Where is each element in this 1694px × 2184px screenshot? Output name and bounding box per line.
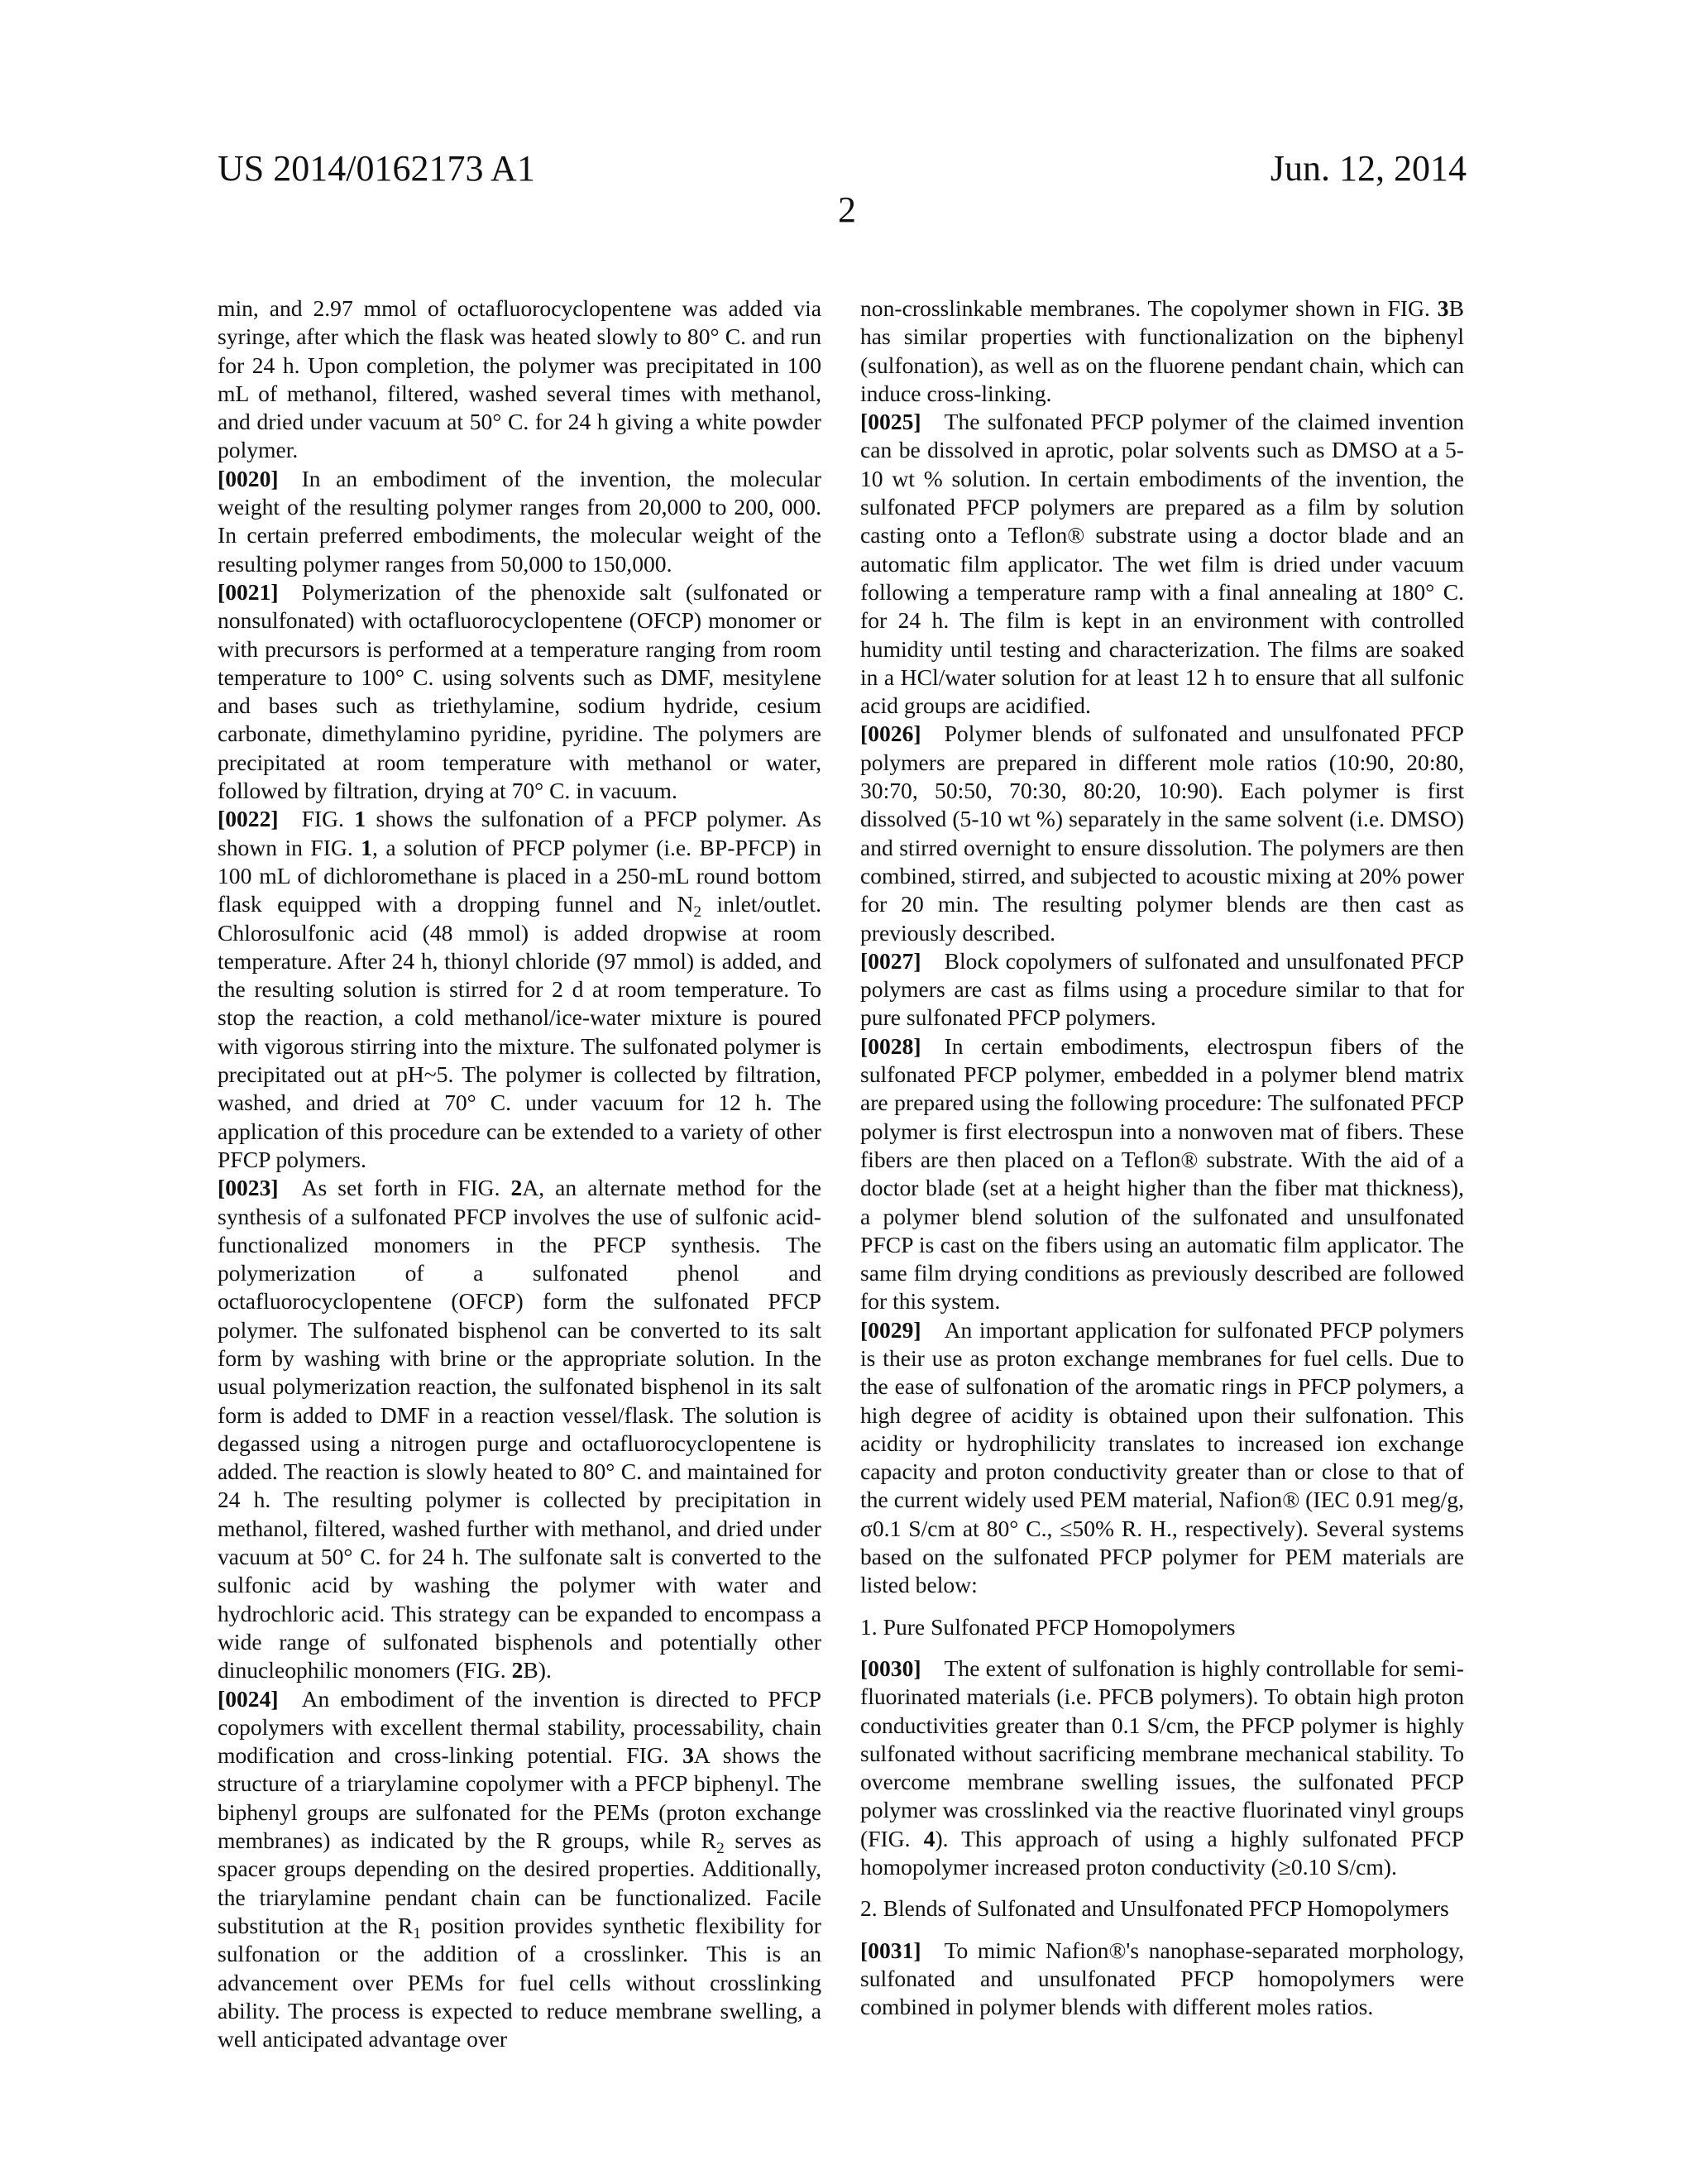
header-date: Jun. 12, 2014	[1270, 148, 1467, 189]
figure-ref: 1	[354, 806, 366, 832]
section-heading: 2. Blends of Sulfonated and Unsulfonated PFCP Homopolymers	[860, 1895, 1449, 1922]
left-column	[218, 295, 821, 2053]
section-heading: 1. Pure Sulfonated PFCP Homopolymers	[860, 1613, 1236, 1640]
figure-ref: 3	[1437, 295, 1449, 321]
paragraph-number: [0023]	[218, 1175, 279, 1201]
paragraph-0024: [0024] An embodiment of the invention is directed to PFCP copolymers with excellent thermal stability, processability, chain modification and cross-linking potential. FIG. 3A shows the structure of a triarylamine copolymer with a PFCP biphenyl. The biphenyl groups are sulfonated for the PEMs (proton exchange membranes) as indicated by the R groups, while $R_2$ serves as spacer groups depending on the desired properties. Additionally, the triarylamine pendant chain can be functionalized. Facile substitution at the $R_1$ position provides synthetic flexibility for sulfonation or the addition of a crosslinker. This is an advancement over PEMs for fuel cells without crosslinking ability. The process is expected to reduce membrane swelling, a well anticipated advantage over	[218, 1685, 821, 2052]
paragraph-number: [0031]	[860, 1937, 921, 1963]
figure-ref: 3	[682, 1742, 694, 1769]
paragraph-number: [0028]	[860, 1032, 921, 1059]
paragraph-number: [0024]	[218, 1685, 279, 1712]
paragraph-continued: non-crosslinkable membranes. The copolymer shown in FIG. 3B has similar properties with functionalization on the biphenyl (sulfonation), as well as on the fluorene pendant chain, which can induce cross-linking.	[860, 295, 1464, 406]
paragraph-0021: [0021] Polymerization of the phenoxide salt (sulfonated or nonsulfonated) with octafluorocyclopentene (OFCP) monomer or with precursors is performed at a temperature ranging from room temperature to 100° C. using solvents such as DMF, mesitylene and bases such as triethylamine, sodium hydride, cesium carbonate, dimethylamino pyridine, pyridine. The polymers are precipitated at room temperature with methanol or water, followed by filtration, drying at 70° C. in vacuum.	[218, 578, 821, 804]
paragraph-continued: min, and 2.97 mmol of octafluorocyclopentene was added via syringe, after which the flask was heated slowly to 80° C. and run for 24 h. Upon completion, the polymer was precipitated in 100 mL of methanol, filtered, washed several times with methanol, and dried under vacuum at 50° C. for 24 h giving a white powder polymer.	[218, 295, 821, 463]
figure-ref: 2	[511, 1657, 524, 1684]
paragraph-0027: [0027] Block copolymers of sulfonated and unsulfonated PFCP polymers are cast as films using a procedure similar to that for pure sulfonated PFCP polymers.	[860, 947, 1464, 1031]
paragraph-number: [0030]	[860, 1655, 921, 1681]
paragraph-number: [0022]	[218, 806, 279, 832]
figure-ref: 2	[510, 1175, 523, 1201]
paragraph-number: [0025]	[860, 409, 921, 435]
subscript: 2	[716, 1840, 725, 1858]
paragraph-0028: [0028] In certain embodiments, electrospun fibers of the sulfonated PFCP polymer, embedded in a polymer blend matrix are prepared using the following procedure: The sulfonated PFCP polymer is first electrospun into a nonwoven mat of fibers. These fibers are then placed on a Teflon® substrate. With the aid of a doctor blade (set at a height higher than the fiber mat thickness), a polymer blend solution of the sulfonated and unsulfonated PFCP is cast on the fibers using an automatic film applicator. The same film drying conditions as previously described are followed for this system.	[860, 1032, 1464, 1315]
subscript: 1	[413, 1924, 422, 1942]
page-number: 2	[838, 189, 856, 230]
paragraph-0022: [0022] FIG. 1 shows the sulfonation of a PFCP polymer. As shown in FIG. 1, a solution of PFCP polymer (i.e. BP-PFCP) in 100 mL of dichloromethane is placed in a 250-mL round bottom flask equipped with a dropping funnel and $N_2$ inlet/outlet. Chlorosulfonic acid (48 mmol) is added dropwise at room temperature. After 24 h, thionyl chloride (97 mmol) is added, and the resulting solution is stirred for 2 d at room temperature. To stop the reaction, a cold methanol/ice-water mixture is poured with vigorous stirring into the mixture. The sulfonated polymer is precipitated out at pH~5. The polymer is collected by filtration, washed, and dried at 70° C. under vacuum for 12 h. The application of this procedure can be extended to a variety of other PFCP polymers.	[218, 806, 822, 1172]
paragraph-0026: [0026] Polymer blends of sulfonated and unsulfonated PFCP polymers are prepared in different mole ratios (10:90, 20:80, 30:70, 50:50, 70:30, 80:20, 10:90). Each polymer is first dissolved (5-10 wt %) separately in the same solvent (i.e. DMSO) and stirred overnight to ensure dissolution. The polymers are then combined, stirred, and subjected to acoustic mixing at 20% power for 20 min. The resulting polymer blends are then cast as previously described.	[860, 721, 1464, 946]
paragraph-0029: [0029] An important application for sulfonated PFCP polymers is their use as proton exchange membranes for fuel cells. Due to the ease of sulfonation of the aromatic rings in PFCP polymers, a high degree of acidity is obtained upon their sulfonation. This acidity or hydrophilicity translates to increased ion exchange capacity and proton conductivity greater than or close to that of the current widely used PEM material, Nafion® (IEC 0.91 meg/g, σ0.1 S/cm at 80° C., ≤50% R. H., respectively). Several systems based on the sulfonated PFCP polymer for PEM materials are listed below:	[860, 1316, 1464, 1598]
paragraph-0023: [0023] As set forth in FIG. 2A, an alternate method for the synthesis of a sulfonated PFCP involves the use of sulfonic acid-functionalized monomers in the PFCP synthesis. The polymerization of a sulfonated phenol and octafluorocyclopentene (OFCP) form the sulfonated PFCP polymer. The sulfonated bisphenol can be converted to its salt form by washing with brine or the appropriate solution. In the usual polymerization reaction, the sulfonated bisphenol in its salt form is added to DMF in a reaction vessel/flask. The solution is degassed using a nitrogen purge and octafluorocyclopentene is added. The reaction is slowly heated to 80° C. and maintained for 24 h. The resulting polymer is collected by precipitation in methanol, filtered, washed further with methanol, and dried under vacuum at 50° C. for 24 h. The sulfonate salt is converted to the sulfonic acid by washing the polymer with water and hydrochloric acid. This strategy can be expanded to encompass a wide range of sulfonated bisphenols and potentially other dinucleophilic monomers (FIG. 2B).	[218, 1175, 821, 1684]
header-publication-number: US 2014/0162173 A1	[218, 148, 535, 189]
paragraph-number: [0027]	[860, 947, 921, 974]
paragraph-0025: [0025] The sulfonated PFCP polymer of the claimed invention can be dissolved in aprotic, polar solvents such as DMSO at a 5-10 wt % solution. In certain embodiments of the invention, the sulfonated PFCP polymers are prepared as a film by solution casting onto a Teflon® substrate using a doctor blade and an automatic film applicator. The wet film is dried under vacuum following a temperature ramp with a final annealing at 180° C. for 24 h. The film is kept in an environment with controlled humidity until testing and characterization. The films are soaked in a HCl/water solution for at least 12 h to ensure that all sulfonic acid groups are acidified.	[860, 409, 1464, 719]
paragraph-0030: [0030] The extent of sulfonation is highly controllable for semi-fluorinated materials (i.e. PFCB polymers). To obtain high proton conductivities greater than 0.1 S/cm, the PFCP polymer is highly sulfonated without sacrificing membrane mechanical stability. To overcome membrane swelling issues, the sulfonated PFCP polymer was crosslinked via the reactive fluorinated vinyl groups (FIG. 4). This approach of using a highly sulfonated PFCP homopolymer increased proton conductivity (≥0.10 S/cm).	[860, 1655, 1464, 1880]
paragraph-0020: [0020] In an embodiment of the invention, the molecular weight of the resulting polymer ranges from 20,000 to 200, 000. In certain preferred embodiments, the molecular weight of the resulting polymer ranges from 50,000 to 150,000.	[218, 465, 821, 577]
figure-ref: 4	[923, 1825, 936, 1851]
paragraph-0031: [0031] To mimic Nafion®'s nanophase-separated morphology, sulfonated and unsulfonated PFCP homopolymers were combined in polymer blends with different moles ratios.	[860, 1937, 1464, 2020]
subscript: 2	[693, 903, 702, 922]
right-column	[860, 295, 1464, 2022]
figure-ref: 1	[361, 834, 373, 860]
paragraph-number: [0020]	[218, 465, 279, 491]
paragraph-number: [0026]	[860, 721, 921, 747]
paragraph-number: [0021]	[218, 578, 279, 605]
paragraph-number: [0029]	[860, 1316, 921, 1343]
